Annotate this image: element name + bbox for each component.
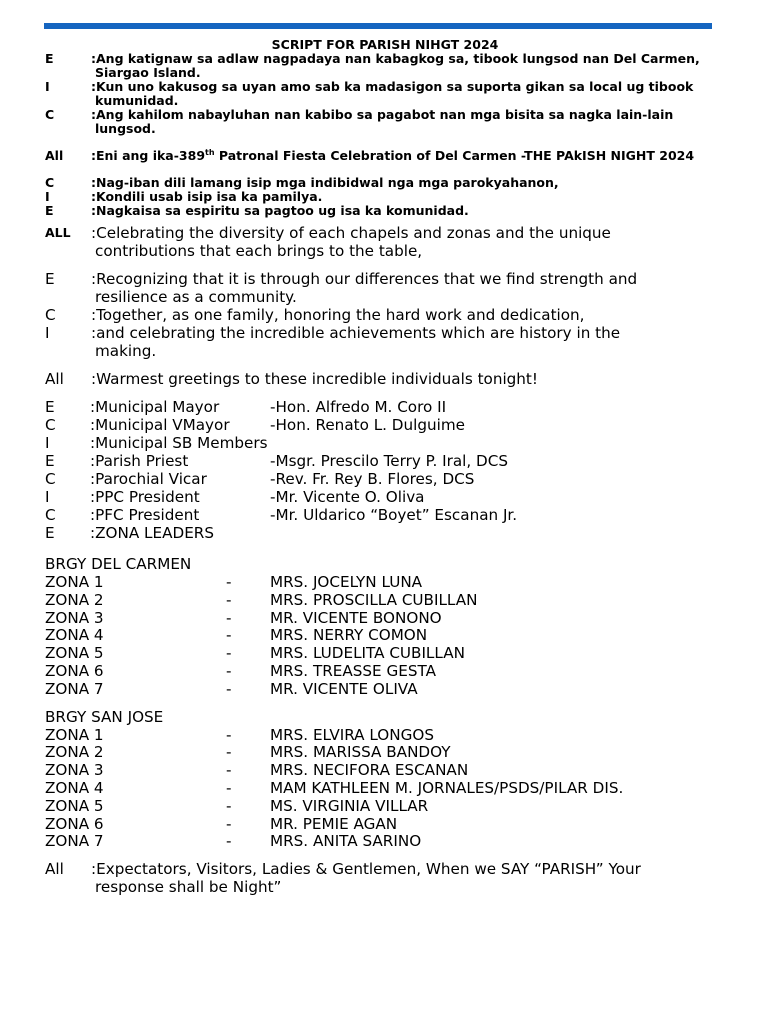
- speaker-label: E: [45, 452, 55, 470]
- zona-row: [45, 743, 725, 761]
- speaker-label: E: [45, 270, 55, 288]
- zona-leader: MRS. LUDELITA CUBILLAN: [270, 644, 465, 663]
- speaker-label: I: [45, 79, 50, 94]
- line-text-pre: :Eni ang ika-389: [91, 148, 206, 163]
- zona-leader: MRS. PROSCILLA CUBILLAN: [270, 590, 478, 609]
- line-text: :and celebrating the incredible achievements which are history in the: [91, 324, 621, 342]
- zona-leader: MRS. MARISSA BANDOY: [270, 743, 451, 762]
- line-continuation: resilience as a community.: [95, 288, 297, 306]
- script-line: [45, 270, 725, 306]
- official-role: :Municipal SB Members: [90, 434, 268, 452]
- official-row: [45, 398, 725, 416]
- zona-dash: -: [226, 832, 232, 851]
- script-line: [45, 224, 725, 260]
- ordinal-suffix: th: [205, 147, 215, 157]
- zona-label: ZONA 2: [45, 743, 104, 762]
- official-name: -Msgr. Prescilo Terry P. Iral, DCS: [270, 452, 508, 470]
- line-continuation: lungsod.: [95, 121, 156, 136]
- script-document: [45, 38, 725, 896]
- intro-block: [45, 52, 725, 136]
- line-continuation: kumunidad.: [95, 93, 179, 108]
- official-name: -Rev. Fr. Rey B. Flores, DCS: [270, 470, 475, 488]
- speaker-label: I: [45, 189, 50, 204]
- script-line: [45, 860, 725, 896]
- line-text: :Nagkaisa sa espiritu sa pagtoo ug isa ka komunidad.: [91, 203, 469, 218]
- official-row: [45, 524, 725, 542]
- line-text: :Nag-iban dili lamang isip mga indibidwal nga mga parokyahanon,: [91, 175, 559, 190]
- zona-dash: -: [226, 590, 232, 609]
- line-continuation: response shall be Night”: [95, 878, 282, 897]
- zona-row: [45, 832, 725, 850]
- line-text: :Warmest greetings to these incredible individuals tonight!: [91, 370, 538, 388]
- zona-row: [45, 797, 725, 815]
- official-row: [45, 506, 725, 524]
- script-line: [45, 204, 725, 218]
- line-text: :Kun uno kakusog sa uyan amo sab ka madasigon sa suporta gikan sa local ug tibook: [91, 79, 694, 94]
- zona-row: [45, 815, 725, 833]
- zona-dash: -: [226, 679, 232, 698]
- officials-list: [45, 398, 725, 542]
- script-line: [45, 108, 725, 136]
- zona-leader: MRS. ANITA SARINO: [270, 832, 422, 851]
- speaker-label: I: [45, 434, 50, 452]
- closing-block: [45, 860, 725, 896]
- barangay-header: BRGY DEL CARMEN: [45, 555, 192, 573]
- zona-dash: -: [226, 725, 232, 744]
- zona-row: [45, 591, 725, 609]
- speaker-label: E: [45, 524, 55, 542]
- celebrate-block: [45, 224, 725, 260]
- line-text: :Kondili usab isip isa ka pamilya.: [91, 189, 323, 204]
- zona-leader: MR. VICENTE OLIVA: [270, 679, 418, 698]
- speaker-label: E: [45, 203, 54, 218]
- official-row: [45, 434, 725, 452]
- zona-label: ZONA 7: [45, 832, 104, 851]
- script-line: [45, 324, 725, 360]
- speaker-label: All: [45, 148, 64, 163]
- line-text: :Recognizing that it is through our differences that we find strength and: [91, 270, 638, 288]
- greet-block: [45, 370, 725, 388]
- zona-leader: MAM KATHLEEN M. JORNALES/PSDS/PILAR DIS.: [270, 778, 624, 797]
- zona-leader: MRS. TREASSE GESTA: [270, 661, 436, 680]
- zona-leader: MRS. JOCELYN LUNA: [270, 573, 423, 591]
- zona-dash: -: [226, 573, 232, 591]
- zona-label: ZONA 1: [45, 725, 104, 744]
- zona-label: ZONA 1: [45, 573, 104, 591]
- zona-row: [45, 779, 725, 797]
- official-role: :ZONA LEADERS: [90, 524, 214, 542]
- del-carmen-section: [45, 555, 725, 698]
- line-continuation: making.: [95, 342, 157, 360]
- script-line: [45, 190, 725, 204]
- line-text: :Expectators, Visitors, Ladies & Gentlemen, When we SAY “PARISH” Your: [91, 860, 641, 879]
- speaker-label: C: [45, 306, 56, 324]
- script-line: [45, 176, 725, 190]
- script-line: [45, 80, 725, 108]
- zona-label: ZONA 6: [45, 814, 104, 833]
- zona-label: ZONA 5: [45, 796, 104, 815]
- fiesta-line: [45, 149, 725, 163]
- official-row: [45, 488, 725, 506]
- line-text: :Ang kahilom nabayluhan nan kabibo sa pagabot nan mga bisita sa nagka lain-lain: [91, 107, 674, 122]
- speaker-label: I: [45, 324, 50, 342]
- speaker-label: All: [45, 370, 64, 388]
- zona-leader: MR. VICENTE BONONO: [270, 608, 442, 627]
- zona-label: ZONA 2: [45, 590, 104, 609]
- zona-dash: -: [226, 761, 232, 780]
- zona-dash: -: [226, 814, 232, 833]
- zona-leader: MS. VIRGINIA VILLAR: [270, 796, 429, 815]
- line-text: :Ang katignaw sa adlaw nagpadaya nan kabagkog sa, tibook lungsod nan Del Carmen,: [91, 51, 700, 66]
- official-name: -Hon. Renato L. Dulguime: [270, 416, 465, 434]
- line-continuation: contributions that each brings to the table,: [95, 242, 423, 260]
- zona-label: ZONA 4: [45, 778, 104, 797]
- zona-row: [45, 626, 725, 644]
- san-jose-section: [45, 708, 725, 851]
- script-line: [45, 149, 725, 163]
- zona-label: ZONA 3: [45, 761, 104, 780]
- zona-row: [45, 761, 725, 779]
- script-line: [45, 370, 725, 388]
- zona-leader: MR. PEMIE AGAN: [270, 814, 398, 833]
- line-text: :Celebrating the diversity of each chapels and zonas and the unique: [91, 224, 611, 242]
- zona-leader: MRS. NERRY COMON: [270, 626, 428, 645]
- speaker-label: All: [45, 860, 64, 879]
- official-role: :Parish Priest: [90, 452, 189, 470]
- zona-leader: MRS. ELVIRA LONGOS: [270, 725, 434, 744]
- zona-row: [45, 644, 725, 662]
- zona-label: ZONA 5: [45, 644, 104, 663]
- zona-row: [45, 726, 725, 744]
- zona-leader: MRS. NECIFORA ESCANAN: [270, 761, 469, 780]
- speaker-label: C: [45, 107, 55, 122]
- zona-row: [45, 609, 725, 627]
- celebrate-block-2: [45, 270, 725, 360]
- speaker-label: C: [45, 175, 55, 190]
- top-rule: [44, 23, 712, 29]
- official-row: [45, 452, 725, 470]
- official-role: :Municipal Mayor: [90, 398, 220, 416]
- zona-row: [45, 680, 725, 698]
- official-name: -Mr. Vicente O. Oliva: [270, 488, 425, 506]
- zona-row: [45, 573, 725, 591]
- zona-dash: -: [226, 626, 232, 645]
- line-text: :Together, as one family, honoring the hard work and dedication,: [91, 306, 585, 324]
- zona-dash: -: [226, 661, 232, 680]
- line-text-post: Patronal Fiesta Celebration of Del Carmen -THE PAkISH NIGHT 2024: [214, 148, 695, 163]
- official-role: :PPC President: [90, 488, 200, 506]
- zona-label: ZONA 4: [45, 626, 104, 645]
- official-role: :PFC President: [90, 506, 200, 524]
- speaker-label: E: [45, 51, 54, 66]
- speaker-label: C: [45, 416, 56, 434]
- line-continuation: Siargao Island.: [95, 65, 201, 80]
- zona-dash: -: [226, 778, 232, 797]
- script-line: [45, 52, 725, 80]
- official-role: :Municipal VMayor: [90, 416, 230, 434]
- official-role: :Parochial Vicar: [90, 470, 207, 488]
- script-line: [45, 306, 725, 324]
- zona-dash: -: [226, 608, 232, 627]
- official-row: [45, 416, 725, 434]
- speaker-label: C: [45, 470, 56, 488]
- speaker-label: E: [45, 398, 55, 416]
- zona-dash: -: [226, 796, 232, 815]
- official-name: -Mr. Uldarico “Boyet” Escanan Jr.: [270, 506, 518, 524]
- official-name: -Hon. Alfredo M. Coro II: [270, 398, 447, 416]
- speaker-label: I: [45, 488, 50, 506]
- zona-row: [45, 662, 725, 680]
- zona-dash: -: [226, 644, 232, 663]
- zona-dash: -: [226, 743, 232, 762]
- page-title: SCRIPT FOR PARISH NIHGT 2024: [271, 37, 499, 52]
- zona-label: ZONA 7: [45, 679, 104, 698]
- official-row: [45, 470, 725, 488]
- speaker-label: ALL: [45, 225, 71, 240]
- trio-block: [45, 176, 725, 218]
- barangay-header: BRGY SAN JOSE: [45, 707, 164, 726]
- speaker-label: C: [45, 506, 56, 524]
- zona-label: ZONA 6: [45, 661, 104, 680]
- zona-label: ZONA 3: [45, 608, 104, 627]
